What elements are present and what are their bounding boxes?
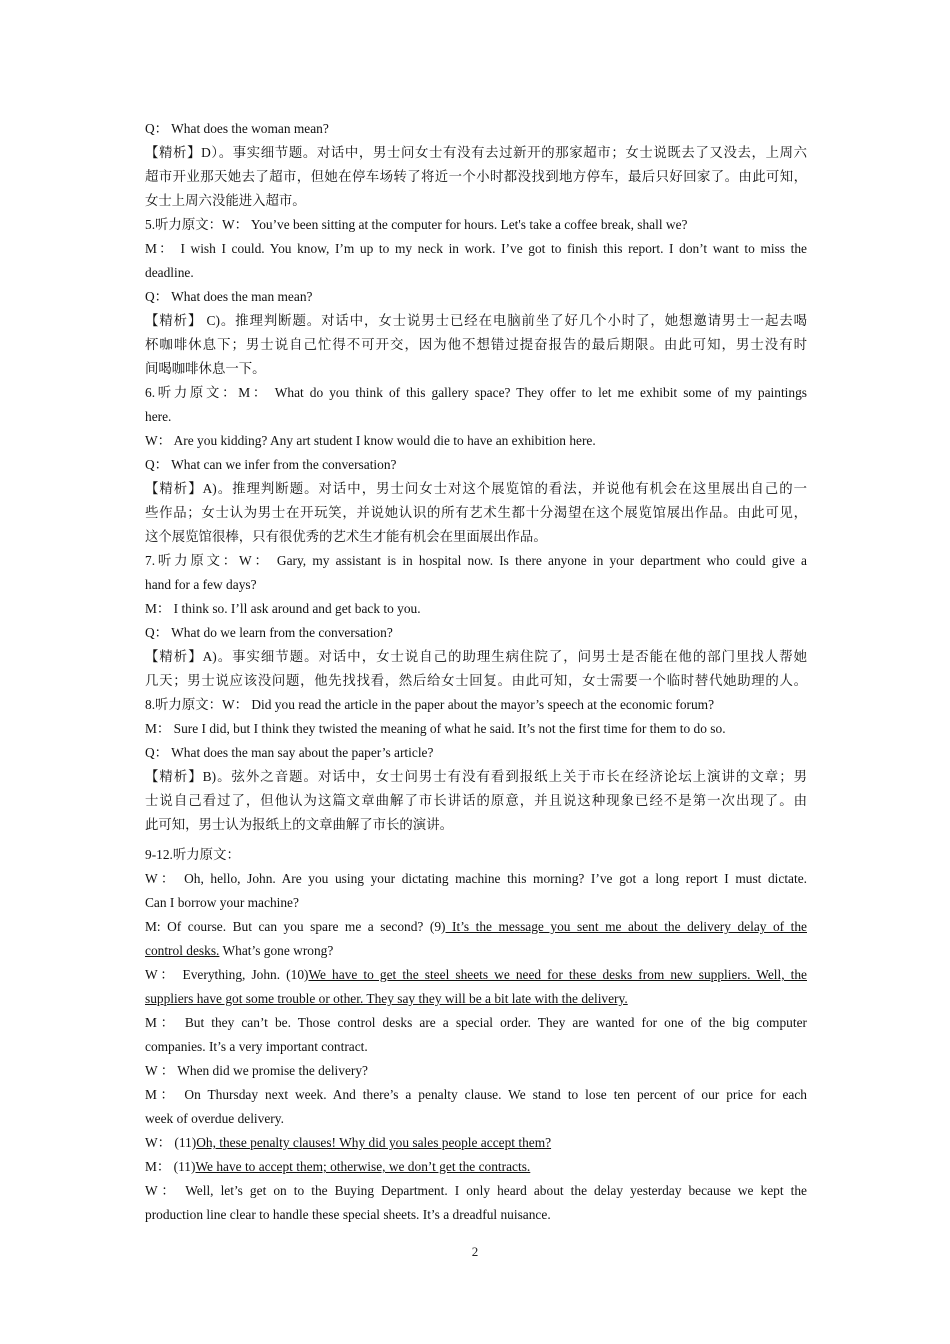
text-line: 超市开业那天她去了超市，但她在停车场转了将近一个小时都没找到地方停车，最后只好回家了。由此可知， (145, 169, 807, 184)
text-line: 9-12.听力原文： (145, 847, 240, 862)
line-suffix: What’s gone wrong? (219, 943, 334, 958)
text-line: 【精析】A)。事实细节题。对话中，女士说自己的助理生病住院了，问男士是否能在他的部门里找人帮她 (145, 649, 807, 664)
text-line: Q： What does the woman mean? (145, 121, 329, 136)
underlined-answer: It’s the message you sent me about the delivery delay of the (445, 919, 807, 934)
text-line: W： Well, let’s get on to the Buying Department. I only heard about the delay yesterday because we kept the (145, 1183, 807, 1198)
text-line: companies. It’s a very important contract. (145, 1039, 368, 1054)
text-line: 6.听力原文：M： What do you think of this gallery space? They offer to let me exhibit some of my paintings (145, 385, 807, 400)
text-line: 几天；男士说应该没问题，他先找找看，然后给女士回复。由此可知，女士需要一个临时替代她助理的人。 (145, 673, 807, 688)
text-line (145, 963, 807, 987)
text-line: 女士上周六没能进入超市。 (145, 193, 306, 208)
underlined-answer: control desks. (145, 943, 220, 958)
text-line: Q： What does the man mean? (145, 289, 313, 304)
text-line: 【精析】B)。弦外之音题。对话中，女士问男士有没有看到报纸上关于市长在经济论坛上演讲的文章；男 (145, 769, 807, 784)
text-line: production line clear to handle these special sheets. It’s a dreadful nuisance. (145, 1207, 551, 1222)
text-line (145, 939, 807, 963)
underlined-answer: We have to get the steel sheets we need for these desks from new suppliers. Well, the (308, 967, 807, 982)
line-prefix: M： (11) (145, 1159, 196, 1174)
text-line: 7.听力原文：W： Gary, my assistant is in hospital now. Is there anyone in your department who could give a (145, 553, 807, 568)
text-line: M： On Thursday next week. And there’s a penalty clause. We stand to lose ten percent of our price for each (145, 1087, 807, 1102)
text-line: 些作品；女士认为男士在开玩笑，并说她认识的所有艺术生都十分渴望在这个展览馆展出作品。由此可见， (145, 505, 807, 520)
text-line: M： Sure I did, but I think they twisted the meaning of what he said. It’s not the first time for them to do so. (145, 721, 726, 736)
text-line: W： Oh, hello, John. Are you using your dictating machine this morning? I’ve got a long report I must dictate. (145, 871, 807, 886)
text-line (145, 915, 807, 939)
text-line: 【精析】 C)。推理判断题。对话中，女士说男士已经在电脑前坐了好几个小时了，她想邀请男士一起去喝 (145, 313, 807, 328)
underlined-answer: We have to accept them; otherwise, we don’t get the contracts. (195, 1159, 531, 1174)
text-line: M： I wish I could. You know, I’m up to my neck in work. I’ve got to finish this report. I don’t want to miss the (145, 241, 807, 256)
text-line: hand for a few days? (145, 577, 257, 592)
underlined-answer: suppliers have got some trouble or other. They say they will be a bit late with the delivery. (145, 991, 628, 1006)
text-line: 5.听力原文：W： You’ve been sitting at the computer for hours. Let's take a coffee break, shall we? (145, 217, 688, 232)
text-line: week of overdue delivery. (145, 1111, 284, 1126)
text-line: Q： What does the man say about the paper’s article? (145, 745, 434, 760)
text-line: Can I borrow your machine? (145, 895, 299, 910)
text-line: 8.听力原文：W： Did you read the article in the paper about the mayor’s speech at the economic forum? (145, 697, 715, 712)
text-line: 士说自己看过了，但他认为这篇文章曲解了市长讲话的原意，并且说这种现象已经不是第一次出现了。由 (145, 793, 807, 808)
text-line (145, 1155, 807, 1179)
text-line: 【精析】D）。事实细节题。对话中，男士问女士有没有去过新开的那家超市；女士说既去了又没去，上周六 (145, 145, 807, 160)
text-line: W： Are you kidding? Any art student I know would die to have an exhibition here. (145, 433, 596, 448)
text-line: Q： What can we infer from the conversation? (145, 457, 397, 472)
text-line: deadline. (145, 265, 194, 280)
line-prefix: M: Of course. But can you spare me a second? (9) (145, 919, 446, 934)
text-line: 杯咖啡休息下；男士说自己忙得不可开交，因为他不想错过提奋报告的最后期限。由此可知，男士没有时 (145, 337, 807, 352)
text-line: 【精析】A)。推理判断题。对话中，男士问女士对这个展览馆的看法，并说他有机会在这里展出自己的一 (145, 481, 807, 496)
text-line: 此可知，男士认为报纸上的文章曲解了市长的演讲。 (145, 817, 453, 832)
text-line (145, 1131, 807, 1155)
text-line: M： I think so. I’ll ask around and get back to you. (145, 601, 421, 616)
text-line: M： But they can’t be. Those control desks are a special order. They are wanted for one of the big computer (145, 1015, 807, 1030)
text-line: here. (145, 409, 172, 424)
text-line: 间喝咖啡休息一下。 (145, 361, 266, 376)
page-number: 2 (471, 1244, 479, 1259)
document-page (145, 117, 807, 1227)
text-line (145, 987, 807, 1011)
text-line: 这个展览馆很棒，只有很优秀的艺术生才能有机会在里面展出作品。 (145, 529, 547, 544)
line-prefix: W： (11) (145, 1135, 197, 1150)
text-line: Q： What do we learn from the conversation? (145, 625, 393, 640)
underlined-answer: Oh, these penalty clauses! Why did you sales people accept them? (196, 1135, 552, 1150)
line-prefix: W： Everything, John. (10) (145, 967, 309, 982)
text-line: W ： When did we promise the delivery? (145, 1063, 368, 1078)
